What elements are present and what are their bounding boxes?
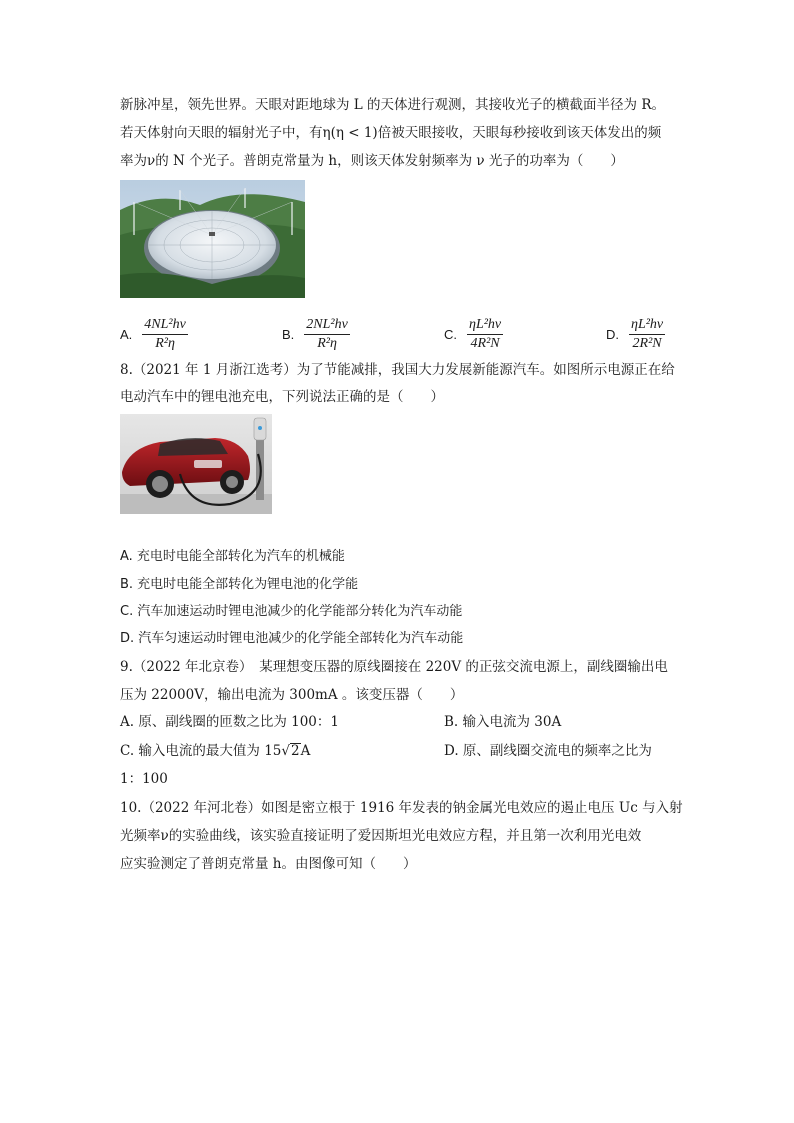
q7-option-b[interactable] (282, 312, 350, 356)
q7-option-d[interactable] (606, 312, 665, 356)
q7-option-c[interactable] (444, 312, 503, 356)
q9-text-line-1: 9.（2022 年北京卷） 某理想变压器的原线圈接在 220V 的正弦交流电源上，副线圈输出电 (120, 659, 668, 675)
q8-option-c[interactable]: C. 汽车加速运动时锂电池减少的化学能部分转化为汽车动能 (120, 604, 463, 619)
option-letter: D. (606, 326, 619, 342)
q8-option-d[interactable]: D. 汽车匀速运动时锂电池减少的化学能全部转化为汽车动能 (120, 631, 464, 646)
q9-option-b[interactable]: B. 输入电流为 30A (444, 714, 562, 730)
q9-text-line-2: 压为 22000V，输出电流为 300mA 。该变压器（ ） (120, 687, 464, 703)
q9-option-d[interactable]: D. 原、副线圈交流电的频率之比为 (444, 743, 652, 759)
q8-text-line-2: 电动汽车中的锂电池充电，下列说法正确的是（ ） (120, 389, 444, 405)
denominator: R²η (317, 335, 337, 351)
option-letter: A. (120, 326, 133, 342)
q9-option-d-continued: 1：100 (120, 771, 168, 787)
denominator: 2R²N (632, 335, 662, 351)
q7-text-line-2: 若天体射向天眼的辐射光子中，有η(η < 1)倍被天眼接收，天眼每秒接收到该天体发出的频 (120, 125, 662, 141)
q9-option-a[interactable]: A. 原、副线圈的匝数之比为 100：1 (120, 714, 339, 730)
q8-option-b[interactable]: B. 充电时电能全部转化为锂电池的化学能 (120, 577, 359, 592)
sqrt-radicand: 2 (291, 743, 300, 759)
denominator: R²η (155, 335, 175, 351)
electric-car-charging-photo (120, 414, 272, 514)
denominator: 4R²N (470, 335, 500, 351)
q9-option-c[interactable] (120, 742, 310, 760)
q7-options (0, 312, 794, 356)
q10-text-line-3: 应实验测定了普朗克常量 h。由图像可知（ ） (120, 856, 417, 872)
sqrt-symbol: √ (281, 743, 291, 759)
fast-telescope-photo (120, 180, 305, 298)
numerator: ηL²hν (467, 317, 503, 335)
fraction (142, 317, 188, 352)
q8-option-a[interactable]: A. 充电时电能全部转化为汽车的机械能 (120, 549, 345, 564)
numerator: 2NL²hν (304, 317, 350, 335)
q7-text-line-3: 率为ν的 N 个光子。普朗克常量为 h，则该天体发射频率为 ν 光子的功率为（ ） (120, 153, 624, 169)
numerator: 4NL²hν (142, 317, 188, 335)
numerator: ηL²hν (629, 317, 665, 335)
option-c-text: C. 输入电流的最大值为 15 (120, 743, 282, 759)
q10-text-line-2: 光频率ν的实验曲线，该实验直接证明了爱因斯坦光电效应方程，并且第一次利用光电效 (120, 828, 642, 844)
q7-text-line-1: 新脉冲星，领先世界。天眼对距地球为 L 的天体进行观测，其接收光子的横截面半径为 R。 (120, 97, 666, 113)
fraction (629, 317, 665, 352)
option-letter: C. (444, 326, 457, 342)
fraction (304, 317, 350, 352)
option-c-unit: A (300, 743, 311, 759)
q8-text-line-1: 8.（2021 年 1 月浙江选考）为了节能减排，我国大力发展新能源汽车。如图所示电源正在给 (120, 362, 675, 378)
q10-text-line-1: 10.（2022 年河北卷）如图是密立根于 1916 年发表的钠金属光电效应的遏止电压 Uc 与入射 (120, 800, 683, 816)
q7-option-a[interactable] (120, 312, 188, 356)
fraction (467, 317, 503, 352)
option-letter: B. (282, 326, 295, 342)
